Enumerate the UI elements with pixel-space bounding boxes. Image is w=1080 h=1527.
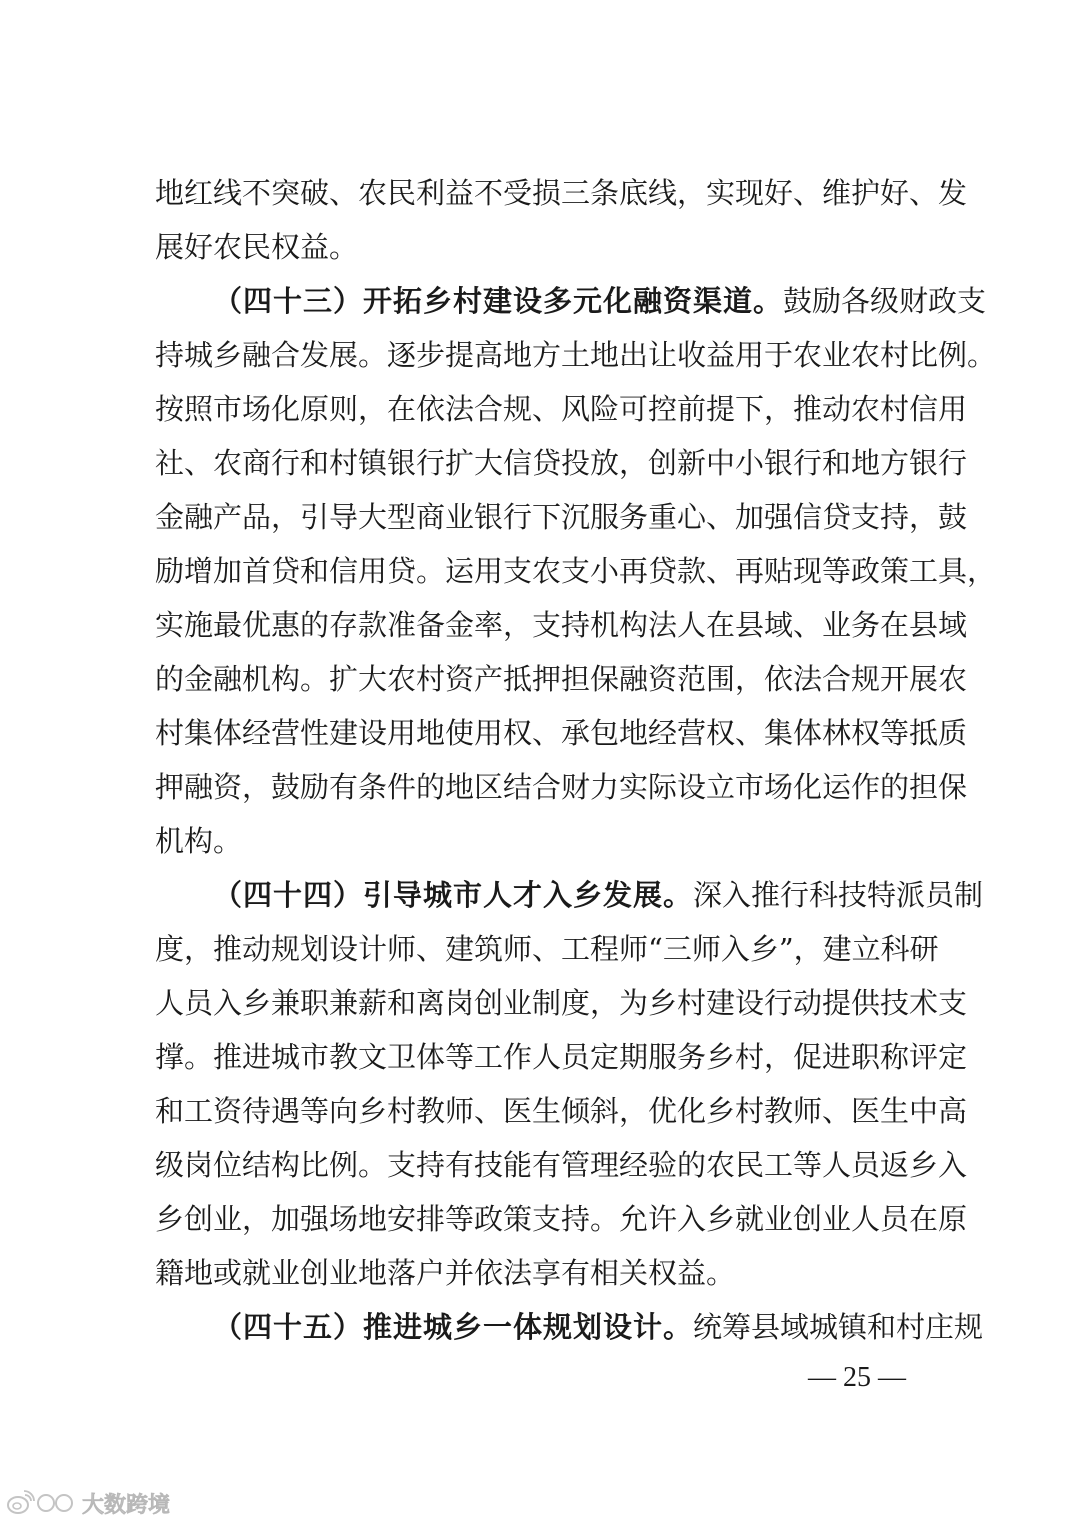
section-heading-45: （四十五）推进城乡一体规划设计。 (213, 1310, 694, 1344)
body-text-line: 的金融机构。扩大农村资产抵押担保融资范围，依法合规开展农 (155, 662, 968, 696)
body-text-line: 撑。推进城市教文卫体等工作人员定期服务乡村，促进职称评定 (155, 1040, 968, 1074)
body-text-line: 持城乡融合发展。逐步提高地方土地出让收益用于农业农村比例。 (155, 338, 997, 372)
body-text-line: 实施最优惠的存款准备金率，支持机构法人在县域、业务在县域 (155, 608, 968, 642)
body-text-line: 人员入乡兼职兼薪和离岗创业制度，为乡村建设行动提供技术支 (155, 986, 968, 1020)
section-heading-44: （四十四）引导城市人才入乡发展。 (213, 878, 694, 912)
section-heading-43: （四十三）开拓乡村建设多元化融资渠道。 (213, 284, 784, 318)
body-text-span: 统筹县域城镇和村庄规 (693, 1310, 984, 1344)
body-text-span: 深入推行科技特派员制 (693, 878, 984, 912)
section-44-first-line (213, 875, 984, 915)
body-text-line: 村集体经营性建设用地使用权、承包地经营权、集体林权等抵质 (155, 716, 968, 750)
body-text-line: 度，推动规划设计师、建筑师、工程师“三师入乡”，建立科研 (155, 932, 939, 966)
body-text-span: 鼓励各级财政支 (783, 284, 987, 318)
page-number: — 25 — (808, 1362, 906, 1393)
section-45-first-line (213, 1307, 984, 1347)
body-text-line: 和工资待遇等向乡村教师、医生倾斜，优化乡村教师、医生中高 (155, 1094, 968, 1128)
body-text-line: 金融产品，引导大型商业银行下沉服务重心、加强信贷支持，鼓 (155, 500, 968, 534)
body-text-line: 社、农商行和村镇银行扩大信贷投放，创新中小银行和地方银行 (155, 446, 968, 480)
watermark-text: 大数跨境 (82, 1492, 171, 1518)
body-text-line: 展好农民权益。 (155, 230, 359, 264)
body-text-line: 机构。 (155, 824, 243, 858)
body-text-line: 乡创业，加强场地安排等政策支持。允许入乡就业创业人员在原 (155, 1202, 968, 1236)
body-text-line: 地红线不突破、农民利益不受损三条底线，实现好、维护好、发 (155, 176, 968, 210)
watermark (6, 1488, 170, 1518)
body-text-line: 级岗位结构比例。支持有技能有管理经验的农民工等人员返乡入 (155, 1148, 968, 1182)
section-43-first-line (213, 281, 987, 321)
body-text-line: 按照市场化原则，在依法合规、风险可控前提下，推动农村信用 (155, 392, 968, 426)
body-text-line: 押融资，鼓励有条件的地区结合财力实际设立市场化运作的担保 (155, 770, 968, 804)
body-text-line: 籍地或就业创业地落户并依法享有相关权益。 (155, 1256, 736, 1290)
weibo-logo-icon (6, 1490, 76, 1516)
body-text-line: 励增加首贷和信用贷。运用支农支小再贷款、再贴现等政策工具， (155, 554, 997, 588)
